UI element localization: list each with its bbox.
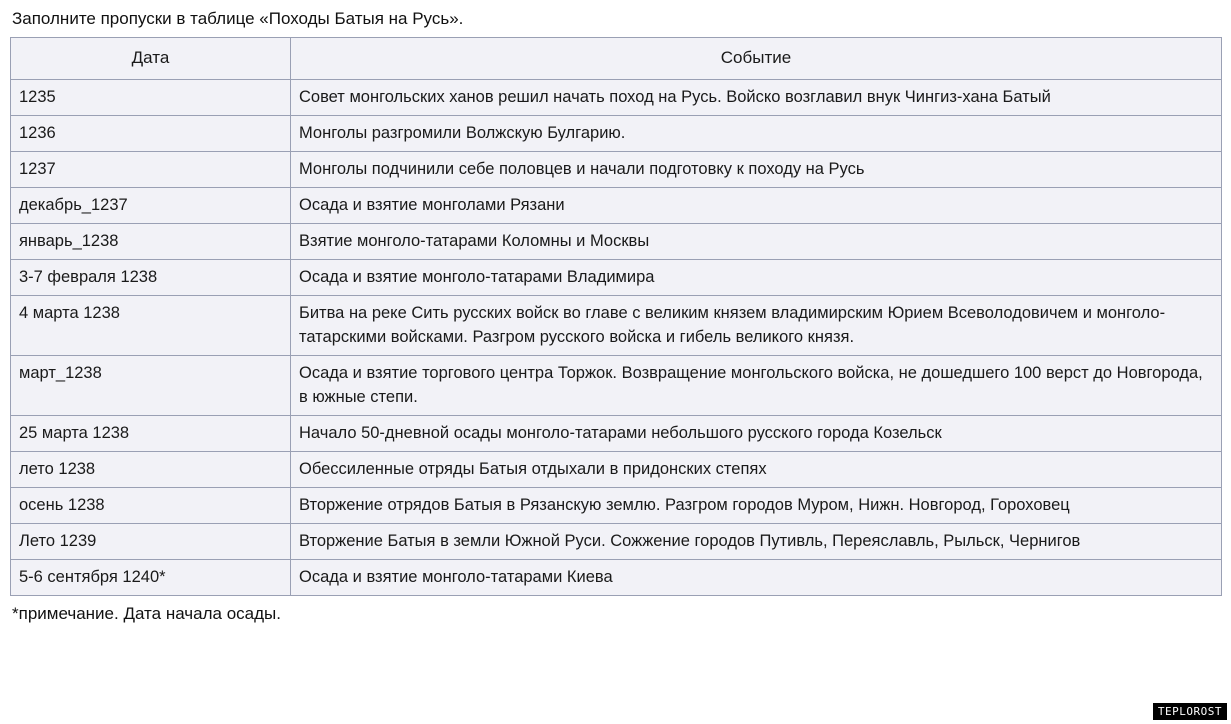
cell-date: 1236 [11, 116, 291, 152]
cell-event: Совет монгольских ханов решил начать поход на Русь. Войско возглавил внук Чингиз-хана Батый [291, 80, 1222, 116]
cell-event: Начало 50-дневной осады монголо-татарами небольшого русского города Козельск [291, 416, 1222, 452]
table-row [11, 452, 1222, 488]
table-row [11, 356, 1222, 416]
table-row [11, 560, 1222, 596]
cell-date: март_1238 [11, 356, 291, 416]
table-row [11, 152, 1222, 188]
cell-date: 1237 [11, 152, 291, 188]
cell-event: Осада и взятие монголами Рязани [291, 188, 1222, 224]
task-instruction: Заполните пропуски в таблице «Походы Батыя на Русь». [12, 9, 464, 28]
cell-date: 3-7 февраля 1238 [11, 260, 291, 296]
cell-date: 4 марта 1238 [11, 296, 291, 356]
table-row [11, 296, 1222, 356]
table-row [11, 116, 1222, 152]
column-header-date: Дата [11, 38, 291, 80]
table-row [11, 260, 1222, 296]
cell-event: Монголы разгромили Волжскую Булгарию. [291, 116, 1222, 152]
table-row [11, 224, 1222, 260]
table-row [11, 80, 1222, 116]
column-header-event: Событие [291, 38, 1222, 80]
table-header-row [11, 38, 1222, 80]
cell-date: январь_1238 [11, 224, 291, 260]
table-row [11, 188, 1222, 224]
table-row [11, 488, 1222, 524]
cell-event: Монголы подчинили себе половцев и начали подготовку к походу на Русь [291, 152, 1222, 188]
cell-date: 25 марта 1238 [11, 416, 291, 452]
cell-event: Взятие монголо-татарами Коломны и Москвы [291, 224, 1222, 260]
watermark: TEPLOROST [1153, 703, 1227, 720]
cell-date: Лето 1239 [11, 524, 291, 560]
cell-event: Битва на реке Сить русских войск во главе с великим князем владимирским Юрием Всеволодовичем и монголо-татарскими войсками. Разгром русского войска и гибель великого князя. [291, 296, 1222, 356]
cell-event: Вторжение отрядов Батыя в Рязанскую землю. Разгром городов Муром, Нижн. Новгород, Гороховец [291, 488, 1222, 524]
table-footnote: *примечание. Дата начала осады. [12, 604, 281, 623]
cell-event: Обессиленные отряды Батыя отдыхали в придонских степях [291, 452, 1222, 488]
cell-date: лето 1238 [11, 452, 291, 488]
cell-event: Осада и взятие монголо-татарами Владимира [291, 260, 1222, 296]
cell-event: Осада и взятие торгового центра Торжок. Возвращение монгольского войска, не дошедшего 100 верст до Новгорода, в южные степи. [291, 356, 1222, 416]
cell-date: осень 1238 [11, 488, 291, 524]
cell-date: 1235 [11, 80, 291, 116]
table-row [11, 524, 1222, 560]
cell-event: Осада и взятие монголо-татарами Киева [291, 560, 1222, 596]
cell-date: декабрь_1237 [11, 188, 291, 224]
cell-event: Вторжение Батыя в земли Южной Руси. Сожжение городов Путивль, Переяславль, Рыльск, Чернигов [291, 524, 1222, 560]
campaigns-table [10, 37, 1222, 596]
table-row [11, 416, 1222, 452]
cell-date: 5-6 сентября 1240* [11, 560, 291, 596]
